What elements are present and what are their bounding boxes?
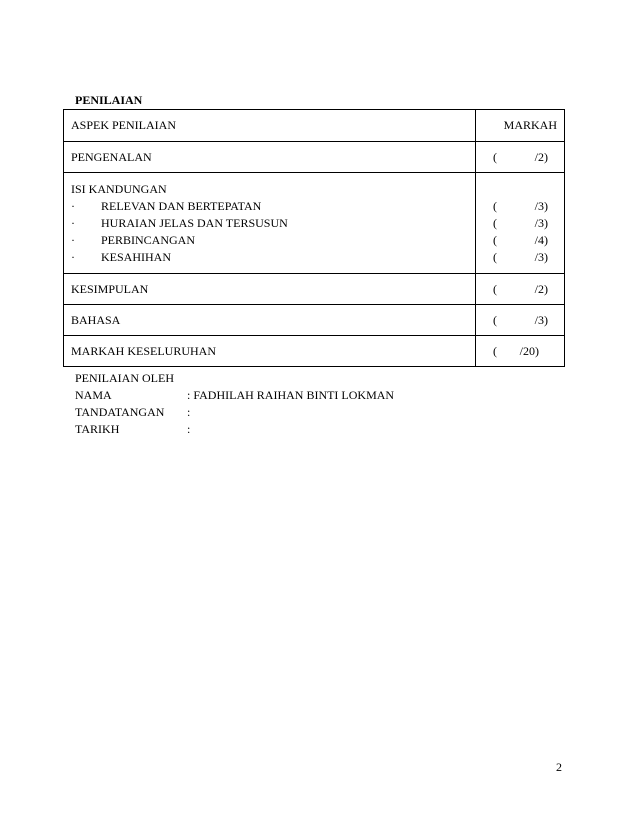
assessor-block bbox=[75, 370, 395, 438]
sub-item-label: RELEVAN DAN BERTEPATAN bbox=[101, 198, 262, 213]
bullet: · bbox=[71, 232, 75, 247]
mark-open-paren: ( bbox=[493, 281, 497, 296]
mark-open-paren: ( bbox=[493, 198, 497, 213]
grading-table bbox=[63, 109, 565, 367]
field-key: TARIKH bbox=[75, 422, 120, 436]
field-value: : bbox=[187, 422, 191, 436]
mark-max: /3) bbox=[534, 198, 548, 213]
sub-item-label: KESAHIHAN bbox=[101, 249, 171, 264]
mark-column-header: MARKAH bbox=[476, 110, 565, 142]
table-row bbox=[64, 305, 565, 336]
aspect-label: ISI KANDUNGAN bbox=[71, 181, 167, 196]
mark-max: /2) bbox=[534, 281, 548, 296]
table-row bbox=[64, 173, 565, 274]
field-key: TANDATANGAN bbox=[75, 405, 165, 419]
mark-cell bbox=[476, 336, 565, 367]
field-value: : FADHILAH RAIHAN BINTI LOKMAN bbox=[187, 388, 395, 402]
table-row bbox=[64, 336, 565, 367]
mark-max: /20) bbox=[519, 343, 539, 358]
content-aspect-cell bbox=[64, 173, 476, 274]
sub-item bbox=[71, 232, 468, 249]
field-key: NAMA bbox=[75, 388, 112, 402]
mark-open-paren: ( bbox=[493, 149, 497, 164]
mark-cell bbox=[476, 142, 565, 173]
mark-max: /3) bbox=[534, 312, 548, 327]
aspect-label: MARKAH KESELURUHAN bbox=[64, 336, 476, 367]
bullet: · bbox=[71, 215, 75, 230]
mark-max: /3) bbox=[534, 249, 548, 264]
sub-item bbox=[71, 215, 468, 232]
aspect-label: BAHASA bbox=[64, 305, 476, 336]
mark-cell bbox=[476, 305, 565, 336]
page-number: 2 bbox=[556, 760, 562, 774]
mark-open-paren: ( bbox=[493, 215, 497, 230]
mark-open-paren: ( bbox=[493, 232, 497, 247]
assessor-title: PENILAIAN OLEH bbox=[75, 371, 174, 385]
bullet: · bbox=[71, 249, 75, 264]
aspect-column-header: ASPEK PENILAIAN bbox=[64, 110, 476, 142]
table-row bbox=[64, 142, 565, 173]
sub-item bbox=[71, 249, 468, 266]
assessor-field bbox=[75, 404, 191, 421]
assessor-field bbox=[75, 387, 395, 404]
mark-open-paren: ( bbox=[493, 343, 497, 358]
sub-item-label: PERBINCANGAN bbox=[101, 232, 196, 247]
bullet: · bbox=[71, 198, 75, 213]
mark-max: /3) bbox=[534, 215, 548, 230]
mark-cell bbox=[476, 173, 565, 274]
aspect-label: KESIMPULAN bbox=[64, 274, 476, 305]
mark-open-paren: ( bbox=[493, 249, 497, 264]
section-heading: PENILAIAN bbox=[75, 93, 143, 107]
mark-cell bbox=[476, 274, 565, 305]
field-value: : bbox=[187, 405, 191, 419]
aspect-label: PENGENALAN bbox=[64, 142, 476, 173]
sub-item bbox=[71, 198, 468, 215]
table-header-row bbox=[64, 110, 565, 142]
mark-max: /4) bbox=[534, 232, 548, 247]
mark-max: /2) bbox=[534, 149, 548, 164]
assessor-field bbox=[75, 421, 191, 438]
table-row bbox=[64, 274, 565, 305]
mark-open-paren: ( bbox=[493, 312, 497, 327]
sub-item-label: HURAIAN JELAS DAN TERSUSUN bbox=[101, 215, 288, 230]
